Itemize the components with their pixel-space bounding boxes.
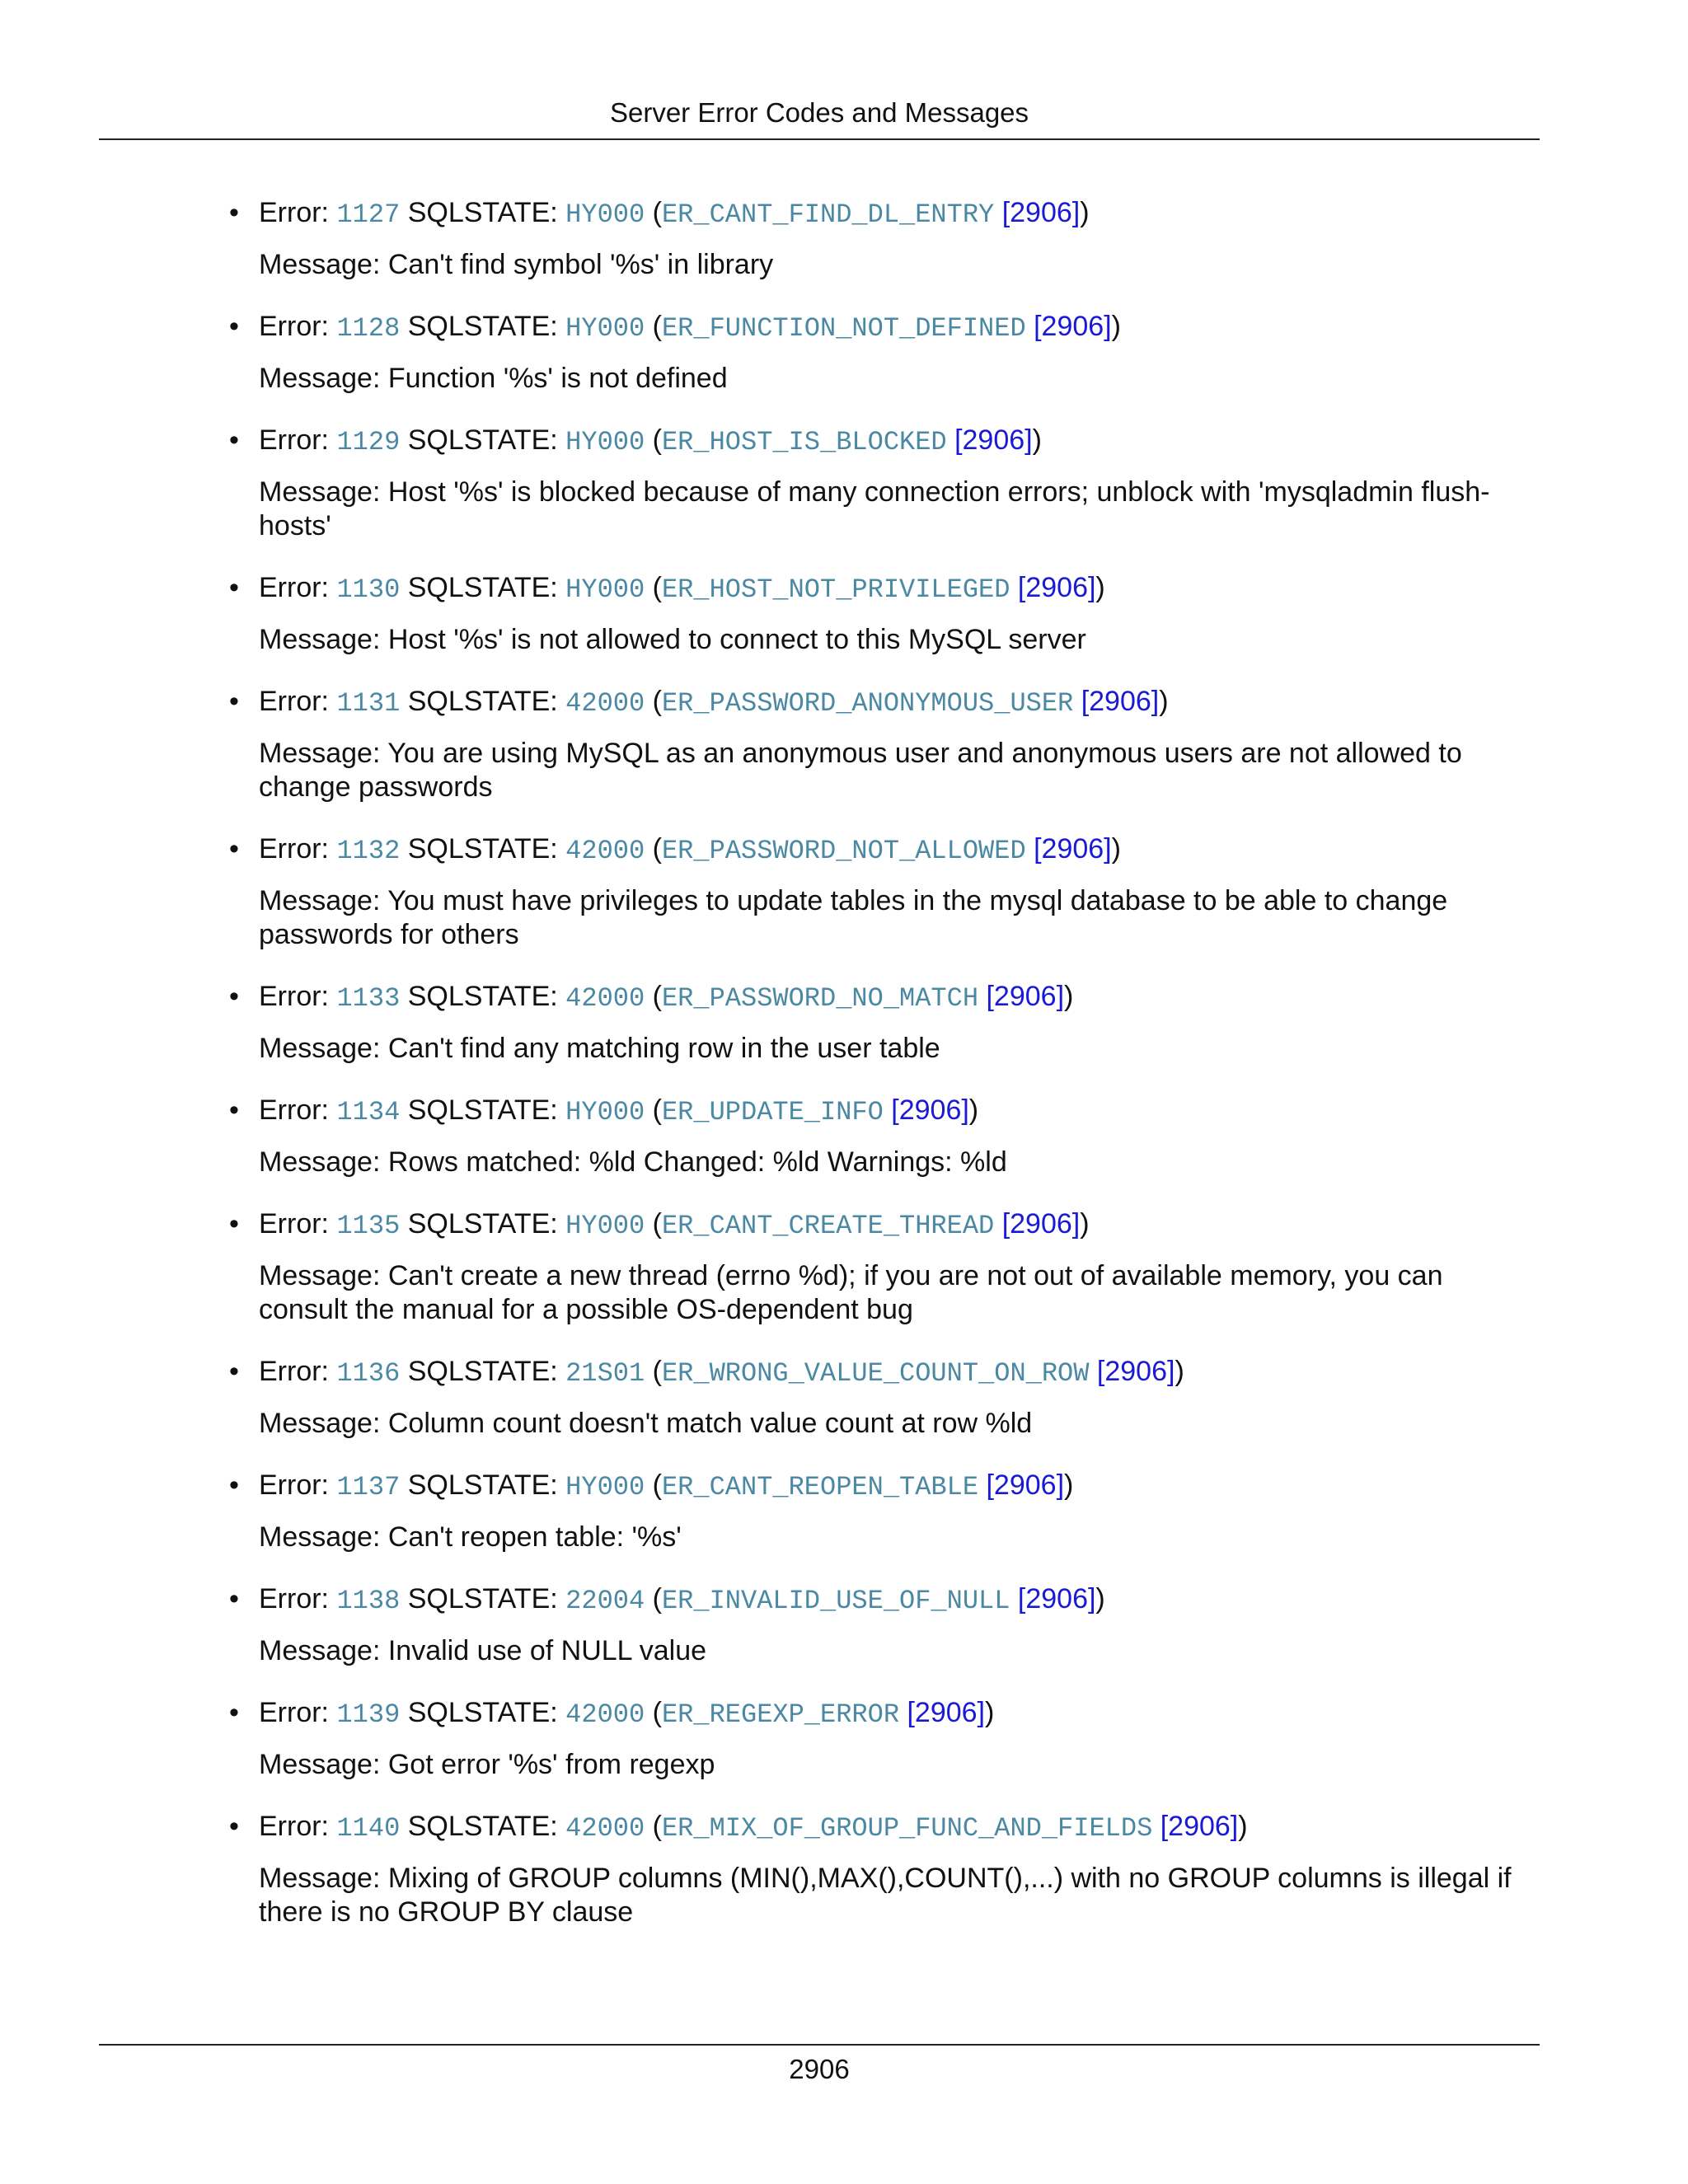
error-entry [229,1691,1528,1782]
page-reference-link[interactable]: [2906] [1096,1356,1175,1387]
error-code: 1128 [336,313,401,344]
page-reference-link[interactable]: [2906] [1001,1208,1081,1240]
bullet-icon: • [229,1583,239,1615]
sqlstate-label: SQLSTATE: [400,572,566,603]
error-symbol: ER_FUNCTION_NOT_DEFINED [661,313,1026,344]
error-line [229,1350,1528,1395]
error-message [259,1862,1528,1929]
message-text: Rows matched: %ld Changed: %ld Warnings: %ld [387,1146,1007,1178]
bullet-icon: • [229,197,239,228]
sqlstate-code: 42000 [565,983,645,1014]
error-message [259,1521,1528,1554]
message-label: Message: [259,1635,388,1666]
error-line [229,1805,1528,1850]
open-paren: ( [645,1583,662,1615]
close-paren: ) [1111,833,1121,865]
error-line [229,827,1528,873]
message-label: Message: [259,1521,388,1553]
sqlstate-code: HY000 [565,1097,645,1127]
sqlstate-code: HY000 [565,427,645,457]
bullet-icon: • [229,833,239,865]
error-entry [229,680,1528,804]
open-paren: ( [645,1094,662,1126]
sqlstate-code: 21S01 [565,1358,645,1389]
sqlstate-label: SQLSTATE: [400,197,566,228]
open-paren: ( [645,1811,662,1842]
close-paren: ) [1238,1811,1248,1842]
error-message [259,1407,1528,1441]
message-text: Can't find symbol '%s' in library [387,249,774,280]
sqlstate-label: SQLSTATE: [400,686,566,717]
error-symbol: ER_INVALID_USE_OF_NULL [661,1586,1010,1616]
bullet-icon: • [229,981,239,1012]
sqlstate-label: SQLSTATE: [400,1356,566,1387]
error-line [229,419,1528,464]
error-message [259,1032,1528,1066]
page-reference-link[interactable]: [2906] [1017,572,1096,603]
message-text: Mixing of GROUP columns (MIN(),MAX(),COUNT(),...) with no GROUP columns is illegal if there is no GROUP BY clause [259,1863,1512,1928]
sqlstate-label: SQLSTATE: [400,1697,566,1728]
error-label: Error: [259,1469,337,1501]
page-reference-link[interactable]: [2906] [986,981,1065,1012]
error-entry [229,1202,1528,1327]
error-list [229,191,1528,1952]
error-message [259,1748,1528,1782]
message-text: Can't create a new thread (errno %d); if you are not out of available memory, you can consult the manual for a possible OS-dependent bug [259,1260,1443,1325]
close-paren: ) [1032,424,1042,456]
open-paren: ( [645,686,662,717]
message-text: Host '%s' is blocked because of many connection errors; unblock with 'mysqladmin flush-hosts' [259,476,1490,541]
error-symbol: ER_HOST_NOT_PRIVILEGED [661,574,1010,605]
message-label: Message: [259,363,388,394]
error-message [259,1634,1528,1668]
bullet-icon: • [229,1356,239,1387]
error-symbol: ER_UPDATE_INFO [661,1097,884,1127]
page-header-title: Server Error Codes and Messages [609,97,1029,128]
message-text: Got error '%s' from regexp [387,1749,715,1780]
error-label: Error: [259,1697,337,1728]
close-paren: ) [1159,686,1169,717]
open-paren: ( [645,424,662,456]
message-text: You must have privileges to update tables in the mysql database to be able to change passwords for others [259,885,1448,950]
message-label: Message: [259,738,388,769]
message-label: Message: [259,476,388,508]
close-paren: ) [1111,311,1121,342]
error-code: 1139 [336,1699,401,1730]
error-message [259,1146,1528,1179]
error-message [259,737,1528,804]
close-paren: ) [1080,197,1090,228]
error-message [259,248,1528,282]
sqlstate-label: SQLSTATE: [400,1811,566,1842]
sqlstate-label: SQLSTATE: [400,424,566,456]
error-code: 1133 [336,983,401,1014]
page-reference-link[interactable]: [2906] [1081,686,1160,717]
error-line [229,191,1528,237]
open-paren: ( [645,1356,662,1387]
error-message [259,362,1528,396]
sqlstate-code: 42000 [565,1813,645,1844]
open-paren: ( [645,311,662,342]
error-label: Error: [259,572,337,603]
message-text: You are using MySQL as an anonymous user and anonymous users are not allowed to change passwords [259,738,1462,803]
error-symbol: ER_PASSWORD_NO_MATCH [661,983,979,1014]
error-label: Error: [259,311,337,342]
sqlstate-code: HY000 [565,199,645,230]
error-symbol: ER_WRONG_VALUE_COUNT_ON_ROW [661,1358,1090,1389]
bullet-icon: • [229,1094,239,1126]
bullet-icon: • [229,686,239,717]
sqlstate-code: 42000 [565,688,645,719]
error-label: Error: [259,1094,337,1126]
bullet-icon: • [229,1811,239,1842]
message-label: Message: [259,249,388,280]
error-line [229,566,1528,612]
page-reference-link[interactable]: [2906] [1034,833,1112,865]
sqlstate-label: SQLSTATE: [400,1208,566,1240]
error-entry [229,1464,1528,1554]
sqlstate-label: SQLSTATE: [400,833,566,865]
open-paren: ( [645,197,662,228]
message-label: Message: [259,1749,388,1780]
page-reference-link[interactable]: [2906] [954,424,1033,456]
error-message [259,884,1528,952]
error-label: Error: [259,686,337,717]
page-number: 2906 [789,2054,850,2084]
error-line [229,680,1528,725]
message-text: Function '%s' is not defined [387,363,728,394]
sqlstate-label: SQLSTATE: [400,311,566,342]
open-paren: ( [645,1697,662,1728]
close-paren: ) [1064,1469,1074,1501]
error-symbol: ER_CANT_REOPEN_TABLE [661,1472,979,1502]
page-reference-link[interactable]: [2906] [907,1697,985,1728]
page-reference-link[interactable]: [2906] [1001,197,1081,228]
error-label: Error: [259,197,337,228]
message-text: Column count doesn't match value count at row %ld [387,1408,1033,1439]
close-paren: ) [1080,1208,1090,1240]
error-symbol: ER_CANT_CREATE_THREAD [661,1211,995,1241]
error-label: Error: [259,1811,337,1842]
error-label: Error: [259,1208,337,1240]
error-code: 1129 [336,427,401,457]
message-label: Message: [259,885,388,916]
error-message [259,1259,1528,1327]
error-label: Error: [259,1356,337,1387]
open-paren: ( [645,833,662,865]
error-label: Error: [259,1583,337,1615]
error-entry [229,827,1528,952]
sqlstate-label: SQLSTATE: [400,1583,566,1615]
page-footer [99,2044,1540,2090]
error-entry [229,975,1528,1066]
page-reference-link[interactable]: [2906] [1160,1811,1239,1842]
close-paren: ) [985,1697,995,1728]
error-entry [229,1805,1528,1929]
error-entry [229,1089,1528,1179]
close-paren: ) [1095,572,1105,603]
error-symbol: ER_CANT_FIND_DL_ENTRY [661,199,995,230]
error-line [229,1577,1528,1623]
sqlstate-label: SQLSTATE: [400,1094,566,1126]
error-symbol: ER_PASSWORD_NOT_ALLOWED [661,836,1026,866]
page-header [99,92,1540,140]
error-entry [229,1577,1528,1668]
message-text: Invalid use of NULL value [387,1635,707,1666]
error-code: 1127 [336,199,401,230]
open-paren: ( [645,1469,662,1501]
open-paren: ( [645,572,662,603]
error-entry [229,1350,1528,1441]
sqlstate-code: 42000 [565,836,645,866]
bullet-icon: • [229,1697,239,1728]
error-code: 1132 [336,836,401,866]
error-line [229,1089,1528,1134]
bullet-icon: • [229,1469,239,1501]
message-label: Message: [259,1146,388,1178]
error-code: 1130 [336,574,401,605]
error-code: 1140 [336,1813,401,1844]
page-reference-link[interactable]: [2906] [1017,1583,1096,1615]
error-code: 1135 [336,1211,401,1241]
message-label: Message: [259,1408,388,1439]
error-code: 1136 [336,1358,401,1389]
error-line [229,975,1528,1020]
sqlstate-code: HY000 [565,574,645,605]
bullet-icon: • [229,424,239,456]
sqlstate-label: SQLSTATE: [400,981,566,1012]
error-line [229,1691,1528,1736]
open-paren: ( [645,1208,662,1240]
close-paren: ) [968,1094,979,1126]
error-line [229,305,1528,350]
error-entry [229,566,1528,657]
error-entry [229,419,1528,543]
bullet-icon: • [229,1208,239,1240]
sqlstate-code: HY000 [565,313,645,344]
error-symbol: ER_MIX_OF_GROUP_FUNC_AND_FIELDS [661,1813,1153,1844]
close-paren: ) [1095,1583,1105,1615]
message-text: Host '%s' is not allowed to connect to this MySQL server [387,624,1086,655]
sqlstate-code: 42000 [565,1699,645,1730]
open-paren: ( [645,981,662,1012]
message-text: Can't reopen table: '%s' [387,1521,682,1553]
error-symbol: ER_HOST_IS_BLOCKED [661,427,947,457]
message-label: Message: [259,1260,388,1291]
close-paren: ) [1175,1356,1184,1387]
error-line [229,1202,1528,1248]
error-code: 1134 [336,1097,401,1127]
error-label: Error: [259,424,337,456]
bullet-icon: • [229,311,239,342]
error-symbol: ER_REGEXP_ERROR [661,1699,900,1730]
sqlstate-label: SQLSTATE: [400,1469,566,1501]
sqlstate-code: HY000 [565,1211,645,1241]
sqlstate-code: HY000 [565,1472,645,1502]
page-reference-link[interactable]: [2906] [986,1469,1065,1501]
error-label: Error: [259,833,337,865]
page-reference-link[interactable]: [2906] [1034,311,1112,342]
page-reference-link[interactable]: [2906] [891,1094,969,1126]
bullet-icon: • [229,572,239,603]
error-code: 1138 [336,1586,401,1616]
error-code: 1137 [336,1472,401,1502]
error-line [229,1464,1528,1509]
message-label: Message: [259,624,388,655]
message-label: Message: [259,1863,388,1894]
message-text: Can't find any matching row in the user table [387,1033,940,1064]
error-symbol: ER_PASSWORD_ANONYMOUS_USER [661,688,1074,719]
error-entry [229,305,1528,396]
sqlstate-code: 22004 [565,1586,645,1616]
error-code: 1131 [336,688,401,719]
message-label: Message: [259,1033,388,1064]
error-message [259,623,1528,657]
error-message [259,476,1528,543]
close-paren: ) [1064,981,1074,1012]
error-label: Error: [259,981,337,1012]
error-entry [229,191,1528,282]
